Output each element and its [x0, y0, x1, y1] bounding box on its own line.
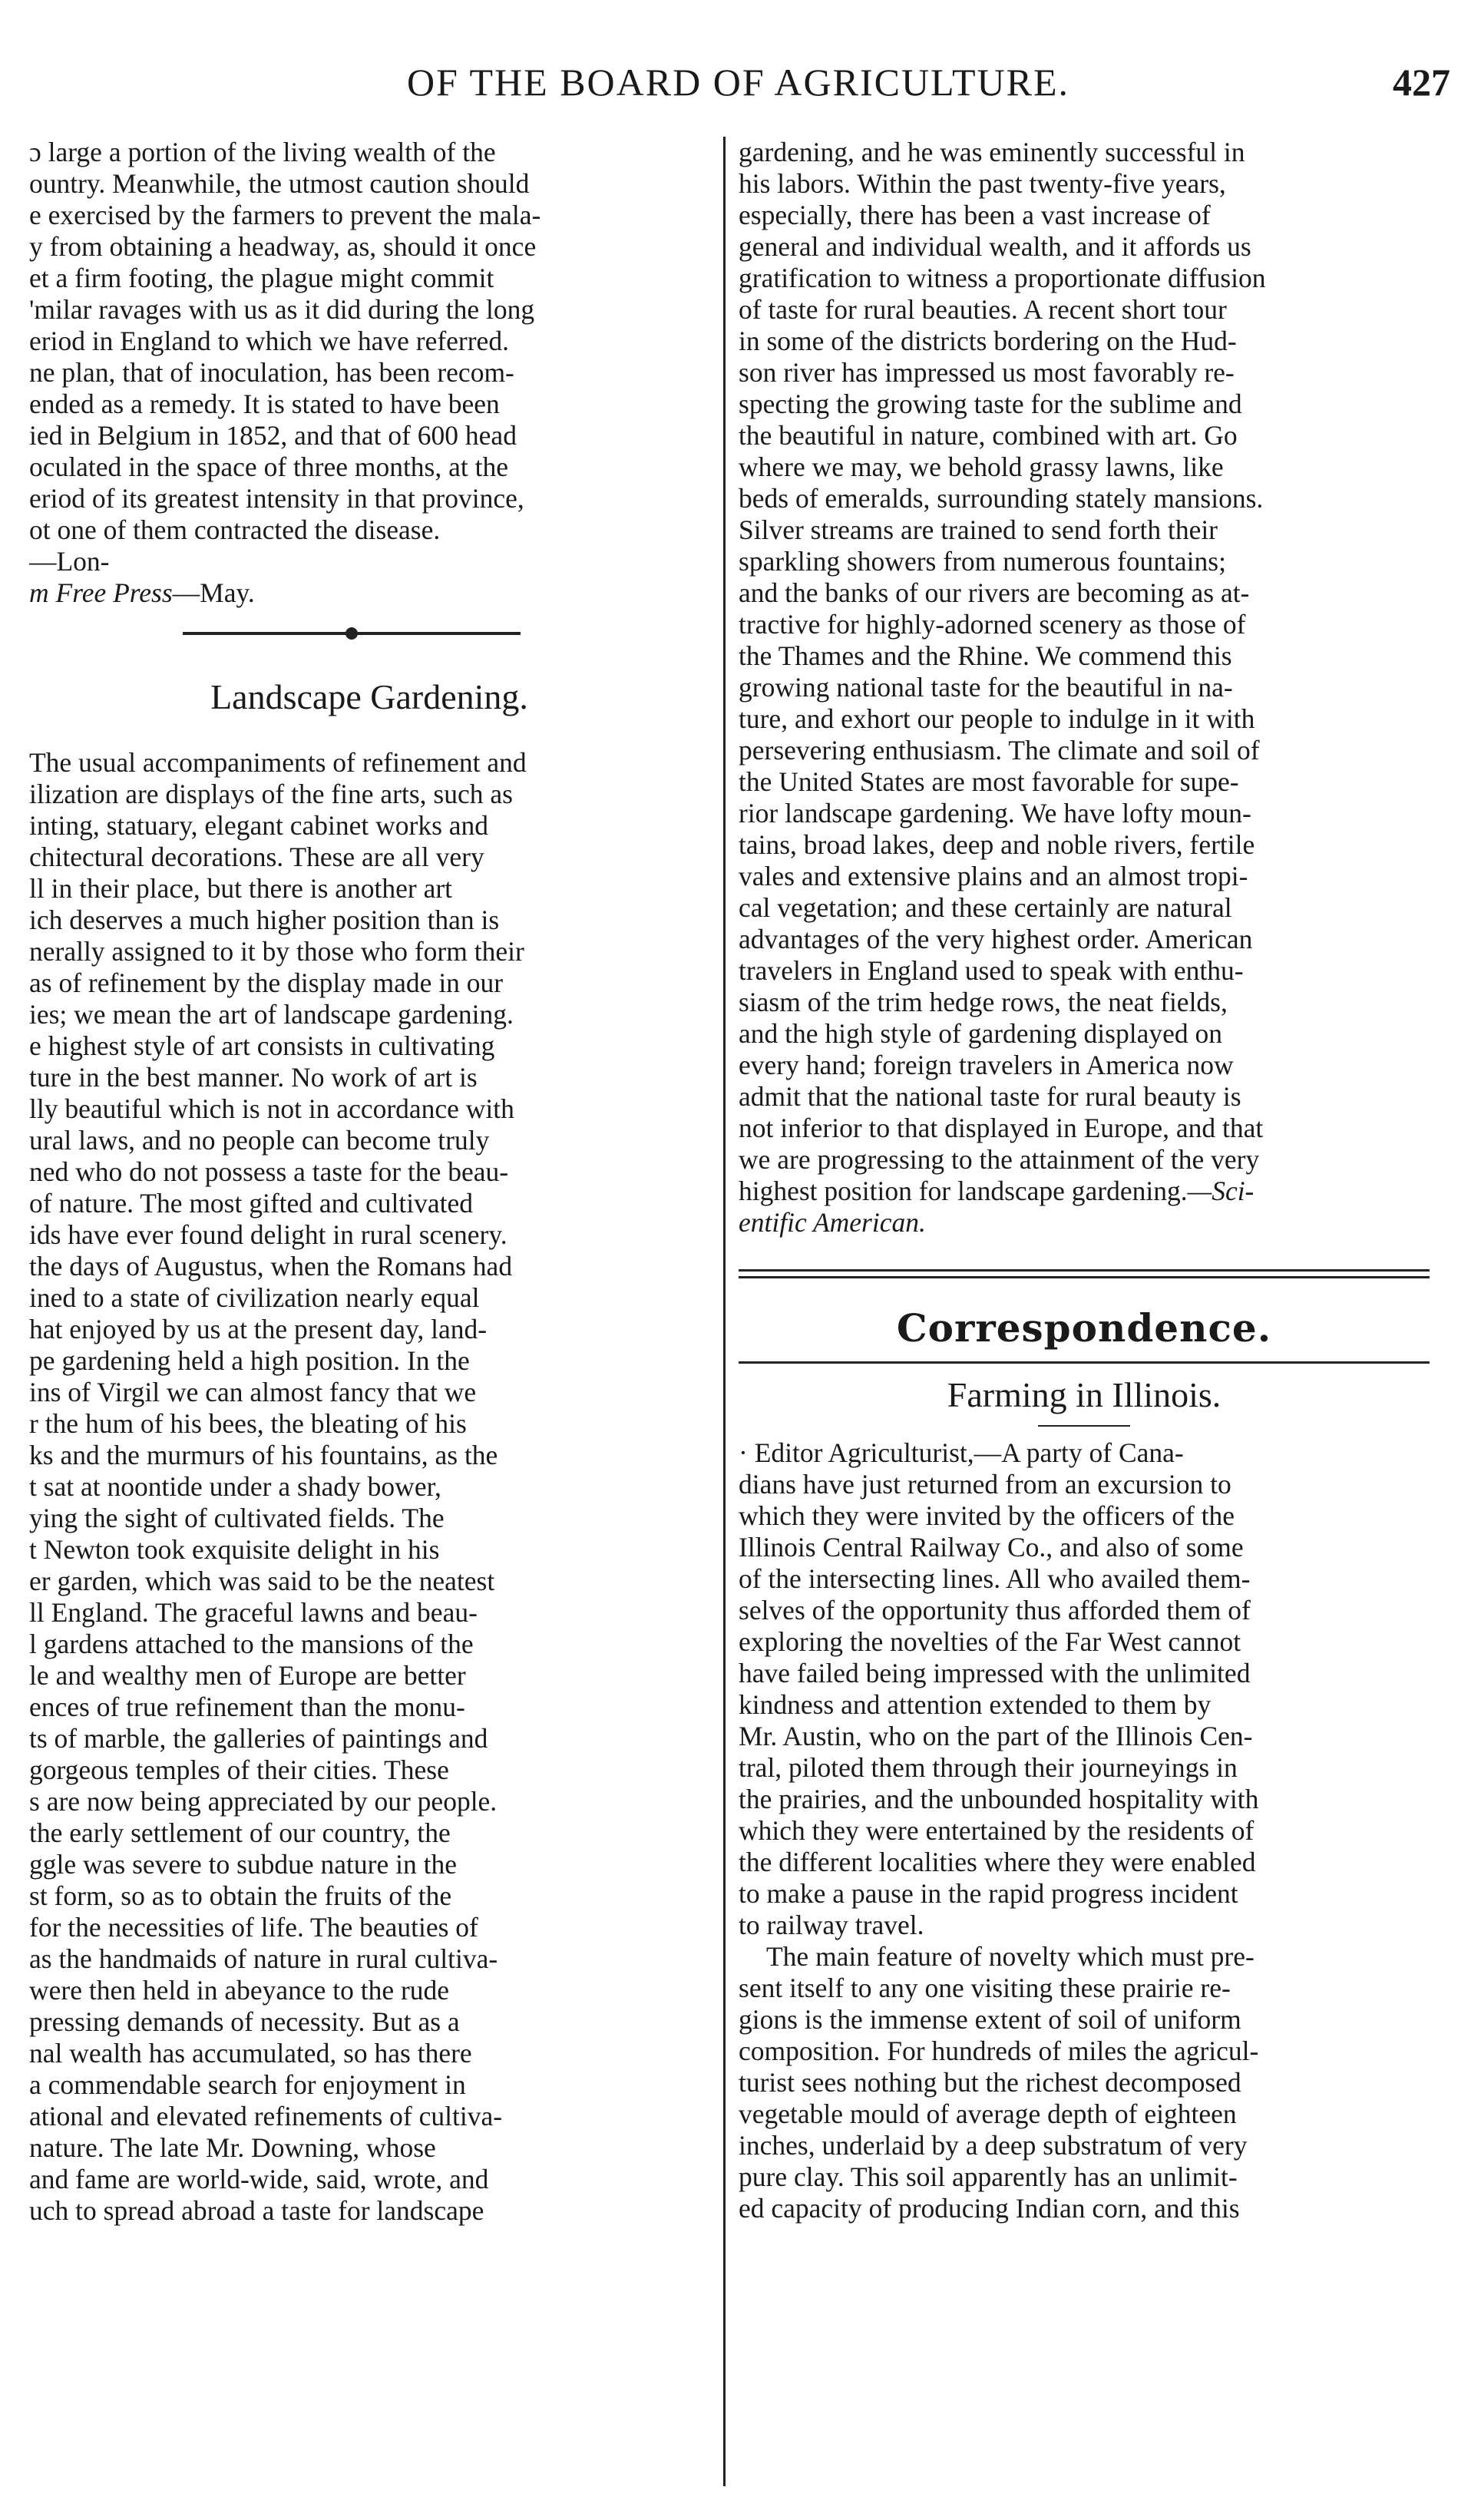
closing-source: entific American. [739, 1207, 926, 1238]
text-line: the prairies, and the unbounded hospitality with [739, 1784, 1259, 1814]
text-line: and fame are world-wide, said, wrote, and [29, 2164, 489, 2194]
text-line: inting, statuary, elegant cabinet works and [29, 810, 489, 841]
text-line: sparkling showers from numerous fountains; [739, 546, 1226, 577]
text-line: the days of Augustus, when the Romans had [29, 1251, 513, 1281]
text-line: ɔ large a portion of the living wealth of the [29, 137, 496, 167]
article-body-paragraph [739, 1941, 1430, 2224]
text-line: ined to a state of civilization nearly equal [29, 1282, 480, 1313]
text-line: as of refinement by the display made in our [29, 967, 504, 998]
text-line: Mr. Austin, who on the part of the Illinois Cen- [739, 1721, 1253, 1751]
text-line: l gardens attached to the mansions of the [29, 1629, 474, 1659]
left-column [29, 137, 709, 2456]
text-line: to railway travel. [739, 1910, 924, 1940]
text-line: le and wealthy men of Europe are better [29, 1660, 466, 1691]
article-title: Farming in Illinois. [947, 1375, 1221, 1414]
text-line: the Thames and the Rhine. We commend this [739, 640, 1232, 671]
text-line: The usual accompaniments of refinement and [29, 747, 527, 778]
text-line: general and individual wealth, and it affords us [739, 231, 1251, 262]
text-line: persevering enthusiasm. The climate and soil of [739, 735, 1260, 766]
running-title: OF THE BOARD OF AGRICULTURE. [407, 61, 1070, 104]
source-line: —Lon- [29, 546, 110, 577]
text-line: beds of emeralds, surrounding stately mansions. [739, 483, 1264, 514]
text-line: nal wealth has accumulated, so has there [29, 2038, 472, 2069]
text-line: which they were invited by the officers of the [739, 1500, 1235, 1531]
text-line: The main feature of novelty which must pre- [766, 1941, 1255, 1972]
text-line: and the high style of gardening displayed on [739, 1018, 1222, 1049]
text-line: s are now being appreciated by our people. [29, 1786, 498, 1817]
text-line: and the banks of our rivers are becoming as at- [739, 577, 1250, 608]
text-line: rior landscape gardening. We have lofty moun- [739, 798, 1251, 828]
text-line: tains, broad lakes, deep and noble rivers, fertile [739, 829, 1255, 860]
text-line: selves of the opportunity thus afforded them of [739, 1595, 1251, 1625]
text-line: we are progressing to the attainment of the very [739, 1144, 1260, 1175]
text-line: ll England. The graceful lawns and beau- [29, 1597, 478, 1628]
text-line: travelers in England used to speak with enthu- [739, 955, 1244, 986]
text-line: st form, so as to obtain the fruits of the [29, 1880, 452, 1911]
text-line: pressing demands of necessity. But as a [29, 2006, 460, 2037]
text-line: Silver streams are trained to send forth their [739, 514, 1218, 545]
text-line: of taste for rural beauties. A recent short tour [739, 294, 1227, 325]
text-line: ences of true refinement than the monu- [29, 1692, 465, 1722]
text-line: the early settlement of our country, the [29, 1817, 451, 1848]
article-body [29, 747, 709, 2227]
text-line: ks and the murmurs of his fountains, as the [29, 1440, 498, 1470]
text-line: admit that the national taste for rural beauty is [739, 1081, 1241, 1112]
text-line: e exercised by the farmers to prevent the mala- [29, 200, 541, 230]
text-line: ned who do not possess a taste for the beau- [29, 1156, 509, 1187]
text-line: ilization are displays of the fine arts, such as [29, 779, 513, 809]
text-line: exploring the novelties of the Far West cannot [739, 1626, 1241, 1657]
text-line: ountry. Meanwhile, the utmost caution should [29, 168, 530, 199]
text-line: a commendable search for enjoyment in [29, 2069, 466, 2100]
text-line: of nature. The most gifted and cultivated [29, 1188, 474, 1219]
text-line: growing national taste for the beautiful in na- [739, 672, 1233, 703]
text-line: not inferior to that displayed in Europe, and that [739, 1113, 1264, 1143]
text-line: siasm of the trim hedge rows, the neat fields, [739, 987, 1228, 1017]
text-line: son river has impressed us most favorably re- [739, 357, 1235, 388]
continued-article [739, 137, 1430, 1176]
text-line: the different localities where they were enabled [739, 1847, 1256, 1877]
text-line: pe gardening held a high position. In the [29, 1345, 470, 1376]
text-line: · Editor Agriculturist,—A party of Cana- [739, 1437, 1184, 1468]
text-line: ggle was severe to subdue nature in the [29, 1849, 457, 1880]
text-line: nature. The late Mr. Downing, whose [29, 2132, 436, 2163]
text-line: the beautiful in nature, combined with art. Go [739, 420, 1238, 451]
text-line: of the intersecting lines. All who availed them- [739, 1563, 1251, 1594]
text-line: have failed being impressed with the unlimited [739, 1658, 1251, 1688]
text-line: ture in the best manner. No work of art is [29, 1062, 478, 1093]
text-line: ural laws, and no people can become truly [29, 1125, 490, 1156]
text-line: ll in their place, but there is another art [29, 873, 453, 904]
text-line: gardening, and he was eminently successful in [739, 137, 1245, 167]
text-line: ying the sight of cultivated fields. The [29, 1503, 445, 1533]
section-rule [739, 1269, 1430, 1272]
text-line: eriod of its greatest intensity in that province, [29, 483, 524, 514]
text-line: et a firm footing, the plague might commit [29, 263, 494, 293]
text-line: where we may, we behold grassy lawns, like [739, 451, 1224, 482]
text-line: ot one of them contracted the disease. [29, 514, 441, 545]
section-rule [739, 1276, 1430, 1278]
text-line: eriod in England to which we have referred. [29, 326, 509, 356]
text-line: tral, piloted them through their journeyings in [739, 1752, 1238, 1783]
text-line: tractive for highly-adorned scenery as those of [739, 609, 1246, 640]
text-line: vegetable mould of average depth of eighteen [739, 2098, 1237, 2129]
text-line: his labors. Within the past twenty-five years, [739, 168, 1226, 199]
text-line: inches, underlaid by a deep substratum of very [739, 2130, 1248, 2161]
text-line: ture, and exhort our people to indulge in it with [739, 703, 1255, 734]
text-line: which they were entertained by the residents of [739, 1815, 1255, 1846]
text-line: gorgeous temples of their cities. These [29, 1754, 449, 1785]
text-line: r the hum of his bees, the bleating of his [29, 1408, 467, 1439]
text-line: ational and elevated refinements of cultiva- [29, 2101, 503, 2131]
page-number: 427 [1393, 61, 1450, 104]
text-line: dians have just returned from an excursion to [739, 1469, 1231, 1500]
source-line: m Free Press—May. [29, 577, 255, 608]
text-line: sent itself to any one visiting these prairie re- [739, 1973, 1231, 2003]
right-column [739, 137, 1430, 2456]
text-line: t Newton took exquisite delight in his [29, 1534, 440, 1565]
text-line: hat enjoyed by us at the present day, land- [29, 1314, 488, 1344]
text-line: e highest style of art consists in cultivating [29, 1030, 495, 1061]
text-line: specting the growing taste for the sublime and [739, 389, 1242, 419]
text-line: ne plan, that of inoculation, has been recom- [29, 357, 514, 388]
text-line: ended as a remedy. It is stated to have been [29, 389, 500, 419]
text-line: cal vegetation; and these certainly are natural [739, 892, 1232, 923]
text-line: kindness and attention extended to them by [739, 1689, 1212, 1720]
text-line: Illinois Central Railway Co., and also of some [739, 1532, 1244, 1563]
text-line: ts of marble, the galleries of paintings and [29, 1723, 488, 1754]
text-line: for the necessities of life. The beauties of [29, 1912, 478, 1943]
text-line: composition. For hundreds of miles the agricul- [739, 2036, 1259, 2066]
text-line: in some of the districts bordering on the Hud- [739, 326, 1237, 356]
title-underline [1038, 1425, 1130, 1427]
continued-article [29, 137, 709, 546]
text-line: were then held in abeyance to the rude [29, 1975, 450, 2006]
ornament-divider [29, 609, 709, 663]
text-line: especially, there has been a vast increase of [739, 200, 1211, 230]
text-line: er garden, which was said to be the neatest [29, 1566, 495, 1596]
text-line: the United States are most favorable for supe- [739, 766, 1239, 797]
text-line: turist sees nothing but the richest decomposed [739, 2067, 1241, 2098]
text-line: oculated in the space of three months, at the [29, 451, 508, 482]
text-line: to make a pause in the rapid progress incident [739, 1878, 1238, 1909]
text-line: y from obtaining a headway, as, should it once [29, 231, 537, 262]
text-line: ids have ever found delight in rural scenery. [29, 1219, 507, 1250]
text-line: gions is the immense extent of soil of uniform [739, 2004, 1241, 2035]
text-line: ies; we mean the art of landscape gardening. [29, 999, 514, 1030]
closing-line: highest position for landscape gardening.—Sci- [739, 1176, 1255, 1206]
text-line: as the handmaids of nature in rural cultiva- [29, 1943, 498, 1974]
text-line: pure clay. This soil apparently has an unlimit- [739, 2161, 1238, 2192]
running-head [0, 60, 1481, 121]
text-line: ed capacity of producing Indian corn, and this [739, 2193, 1240, 2224]
text-line: every hand; foreign travelers in America now [739, 1050, 1234, 1080]
text-line: ich deserves a much higher position than is [29, 904, 500, 935]
section-title: Landscape Gardening. [210, 677, 528, 716]
text-line: vales and extensive plains and an almost tropi- [739, 861, 1248, 891]
text-line: lly beautiful which is not in accordance with [29, 1093, 514, 1124]
column-rule [723, 137, 726, 2486]
department-title: Correspondence. [896, 1305, 1272, 1351]
text-line: 'milar ravages with us as it did during the long [29, 294, 535, 325]
article-body [739, 1437, 1430, 1941]
text-line: ied in Belgium in 1852, and that of 600 head [29, 420, 517, 451]
text-line: uch to spread abroad a taste for landscape [29, 2195, 484, 2226]
text-line: ins of Virgil we can almost fancy that we [29, 1377, 477, 1407]
text-line: nerally assigned to it by those who form their [29, 936, 524, 967]
text-line: advantages of the very highest order. American [739, 924, 1253, 954]
section-rule [739, 1361, 1430, 1364]
text-line: gratification to witness a proportionate diffusion [739, 263, 1266, 293]
text-line: chitectural decorations. These are all very [29, 842, 484, 872]
text-line: t sat at noontide under a shady bower, [29, 1471, 441, 1502]
